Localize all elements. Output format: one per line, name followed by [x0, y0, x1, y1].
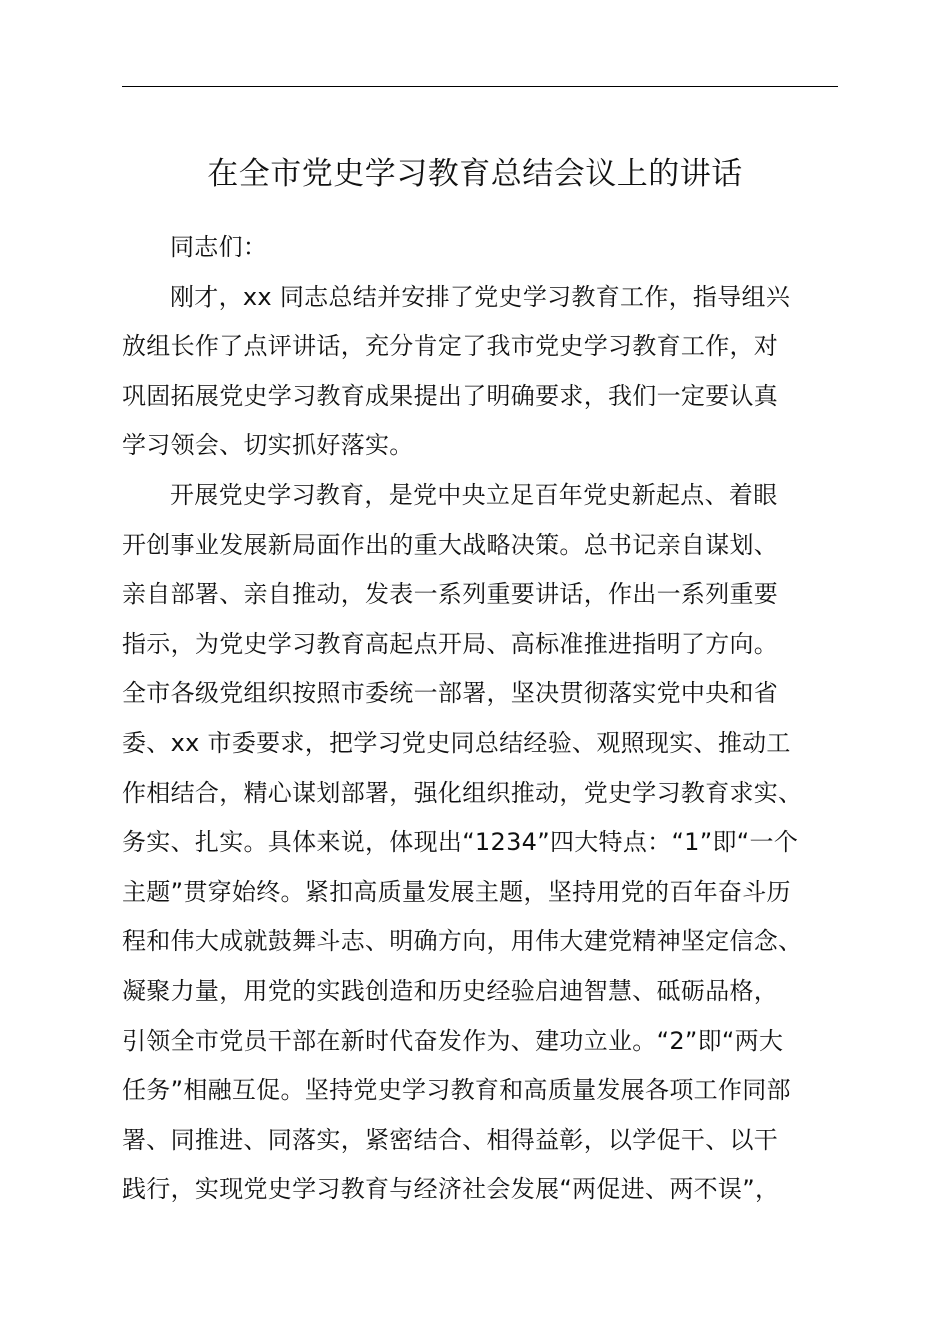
paragraph-line: 巩固拓展党史学习教育成果提出了明确要求，我们一定要认真: [122, 381, 779, 410]
paragraph-line: 学习领会、切实抓好落实。: [122, 431, 414, 460]
paragraph-line: 署、同推进、同落实，紧密结合、相得益彰，以学促干、以干: [122, 1125, 779, 1154]
paragraph-line: 凝聚力量，用党的实践创造和历史经验启迪智慧、砥砺品格，: [122, 976, 779, 1005]
paragraph-line: 程和伟大成就鼓舞斗志、明确方向，用伟大建党精神坚定信念、: [122, 927, 803, 956]
paragraph-line: 放组长作了点评讲话，充分肯定了我市党史学习教育工作，对: [122, 332, 779, 361]
paragraph-2: [122, 471, 838, 1215]
paragraph-line: 任务”相融互促。坚持党史学习教育和高质量发展各项工作同部: [122, 1076, 791, 1105]
paragraph-line: 主题”贯穿始终。紧扣高质量发展主题，坚持用党的百年奋斗历: [122, 877, 791, 906]
paragraph-line: 刚才，xx 同志总结并安排了党史学习教育工作，指导组兴: [170, 282, 791, 311]
header-rule: [122, 86, 838, 87]
document-title: 在全市党史学习教育总结会议上的讲话: [207, 156, 743, 192]
salutation-text: 同志们：: [170, 233, 268, 261]
paragraph-line: 引领全市党员干部在新时代奋发作为、建功立业。“2”即“两大: [122, 1026, 784, 1055]
salutation: [122, 223, 838, 273]
document-body: [122, 223, 838, 1215]
paragraph-line: 亲自部署、亲自推动，发表一系列重要讲话，作出一系列重要: [122, 580, 779, 609]
paragraph-line: 开展党史学习教育，是党中央立足百年党史新起点、着眼: [170, 480, 778, 509]
paragraph-line: 作相结合，精心谋划部署，强化组织推动，党史学习教育求实、: [122, 778, 803, 807]
paragraph-line: 务实、扎实。具体来说，体现出“1234”四大特点：“1”即“一个: [122, 828, 799, 857]
paragraph-line: 开创事业发展新局面作出的重大战略决策。总书记亲自谋划、: [122, 530, 779, 559]
paragraph-line: 指示，为党史学习教育高起点开局、高标准推进指明了方向。: [122, 629, 779, 658]
paragraph-line: 委、xx 市委要求，把学习党史同总结经验、观照现实、推动工: [122, 728, 791, 757]
paragraph-line: 全市各级党组织按照市委统一部署，坚决贯彻落实党中央和省: [122, 679, 779, 708]
paragraph-line: 践行，实现党史学习教育与经济社会发展“两促进、两不误”，: [122, 1175, 780, 1204]
paragraph-1: [122, 273, 838, 471]
